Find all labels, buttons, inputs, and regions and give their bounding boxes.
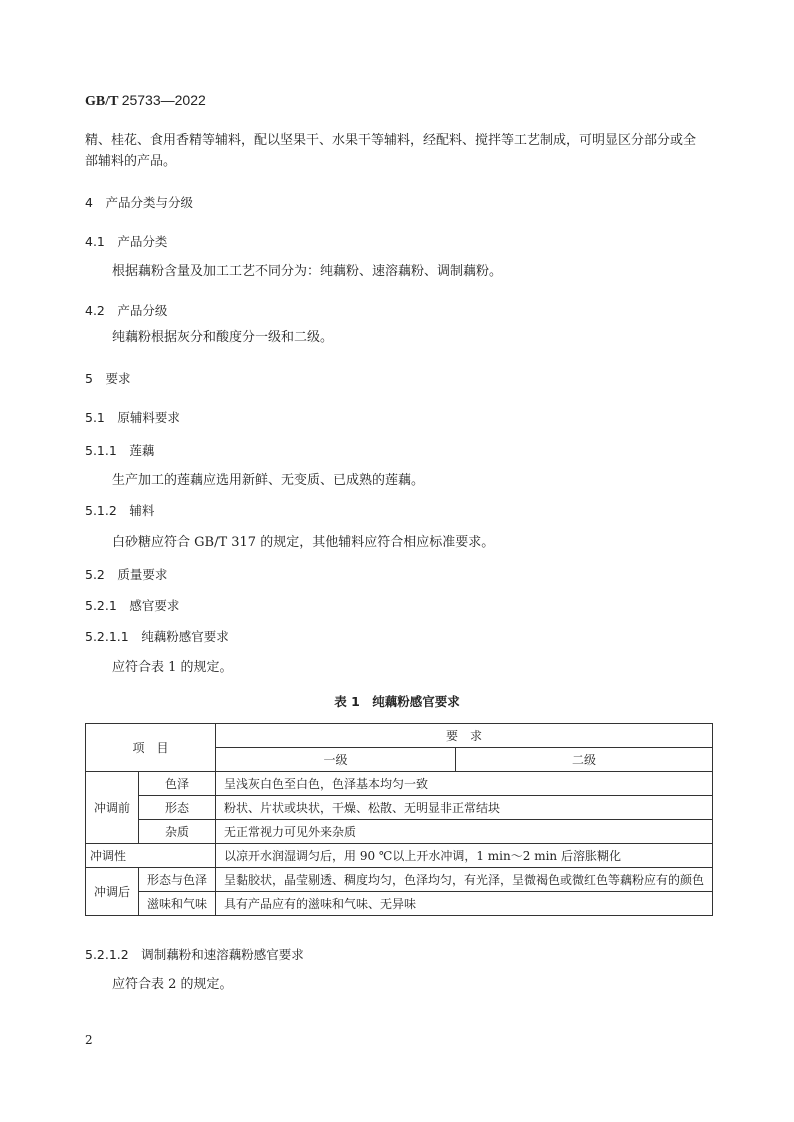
heading-title: 产品分类 bbox=[117, 234, 168, 249]
heading-num: 4.2 bbox=[85, 303, 105, 318]
row-value: 具有产品应有的滋味和气味、无异味 bbox=[216, 892, 713, 916]
code-number: 25733—2022 bbox=[121, 92, 206, 108]
heading-4-2 bbox=[85, 302, 167, 320]
heading-title: 辅料 bbox=[129, 503, 155, 518]
row-value: 无正常视力可见外来杂质 bbox=[216, 820, 713, 844]
heading-5-2 bbox=[85, 566, 167, 584]
heading-5-1 bbox=[85, 409, 180, 427]
intro-line-2: 部辅料的产品。 bbox=[85, 154, 177, 169]
group-after: 冲调后 bbox=[86, 868, 139, 916]
heading-title: 纯藕粉感官要求 bbox=[141, 629, 229, 644]
heading-title: 要求 bbox=[105, 371, 131, 386]
paragraph: 应符合表 2 的规定。 bbox=[112, 977, 233, 992]
table-row bbox=[86, 820, 713, 844]
header-grade-1: 一级 bbox=[216, 748, 456, 772]
heading-num: 5.2.1.1 bbox=[85, 629, 129, 644]
heading-4-1 bbox=[85, 233, 167, 251]
heading-title: 质量要求 bbox=[117, 567, 168, 582]
heading-title: 莲藕 bbox=[129, 443, 155, 458]
heading-title: 产品分级 bbox=[117, 303, 168, 318]
heading-num: 5.2.1 bbox=[85, 598, 117, 613]
paragraph: 纯藕粉根据灰分和酸度分一级和二级。 bbox=[112, 330, 334, 345]
header-grade-2: 二级 bbox=[456, 748, 713, 772]
heading-num: 5.2 bbox=[85, 567, 105, 582]
heading-num: 5.1.2 bbox=[85, 503, 117, 518]
row-label: 杂质 bbox=[139, 820, 216, 844]
paragraph: 生产加工的莲藕应选用新鲜、无变质、已成熟的莲藕。 bbox=[112, 473, 425, 488]
paragraph: 应符合表 1 的规定。 bbox=[112, 660, 233, 675]
heading-5-2-1-2 bbox=[85, 946, 304, 964]
table-row bbox=[86, 868, 713, 892]
table-header-row bbox=[86, 724, 713, 748]
heading-title: 原辅料要求 bbox=[117, 410, 180, 425]
heading-title: 产品分类与分级 bbox=[105, 195, 193, 210]
row-value: 呈黏胶状，晶莹剔透、稠度均匀，色泽均匀，有光泽，呈微褐色或微红色等藕粉应有的颜色 bbox=[216, 868, 713, 892]
heading-num: 4 bbox=[85, 195, 93, 210]
code-prefix: GB/T bbox=[85, 94, 119, 109]
paragraph: 根据藕粉含量及加工工艺不同分为：纯藕粉、速溶藕粉、调制藕粉。 bbox=[112, 264, 503, 279]
heading-5-1-2 bbox=[85, 502, 154, 520]
heading-5-1-1 bbox=[85, 442, 154, 460]
heading-5-2-1 bbox=[85, 597, 179, 615]
table-row bbox=[86, 772, 713, 796]
heading-num: 4.1 bbox=[85, 234, 105, 249]
heading-num: 5.1 bbox=[85, 410, 105, 425]
header-item: 项 目 bbox=[86, 724, 216, 772]
row-value: 以凉开水润湿调匀后，用 90 ℃以上开水冲调，1 min～2 min 后溶胀糊化 bbox=[216, 844, 713, 868]
heading-4 bbox=[85, 194, 193, 212]
row-label: 形态 bbox=[139, 796, 216, 820]
paragraph: 白砂糖应符合 GB/T 317 的规定，其他辅料应符合相应标准要求。 bbox=[112, 535, 495, 550]
standard-code bbox=[85, 91, 206, 111]
row-label: 形态与色泽 bbox=[139, 868, 216, 892]
table-row bbox=[86, 892, 713, 916]
heading-5 bbox=[85, 370, 130, 388]
heading-num: 5.1.1 bbox=[85, 443, 117, 458]
row-label: 色泽 bbox=[139, 772, 216, 796]
heading-num: 5 bbox=[85, 371, 93, 386]
heading-title: 感官要求 bbox=[129, 598, 180, 613]
row-value: 粉状、片状或块状，干燥、松散、无明显非正常结块 bbox=[216, 796, 713, 820]
sensory-requirements-table bbox=[85, 723, 713, 916]
heading-title: 调制藕粉和速溶藕粉感官要求 bbox=[141, 947, 304, 962]
row-value: 呈浅灰白色至白色，色泽基本均匀一致 bbox=[216, 772, 713, 796]
heading-num: 5.2.1.2 bbox=[85, 947, 129, 962]
row-label: 冲调性 bbox=[86, 844, 216, 868]
heading-5-2-1-1 bbox=[85, 628, 229, 646]
table-row bbox=[86, 796, 713, 820]
intro-line-1: 精、桂花、食用香精等辅料，配以坚果干、水果干等辅料，经配料、搅拌等工艺制成，可明显区分部分或全 bbox=[85, 133, 697, 148]
header-requirement: 要 求 bbox=[216, 724, 713, 748]
group-before: 冲调前 bbox=[86, 772, 139, 844]
row-label: 滋味和气味 bbox=[139, 892, 216, 916]
table-title: 表 1 纯藕粉感官要求 bbox=[334, 694, 460, 709]
table-row bbox=[86, 844, 713, 868]
page-number: 2 bbox=[85, 1033, 93, 1047]
